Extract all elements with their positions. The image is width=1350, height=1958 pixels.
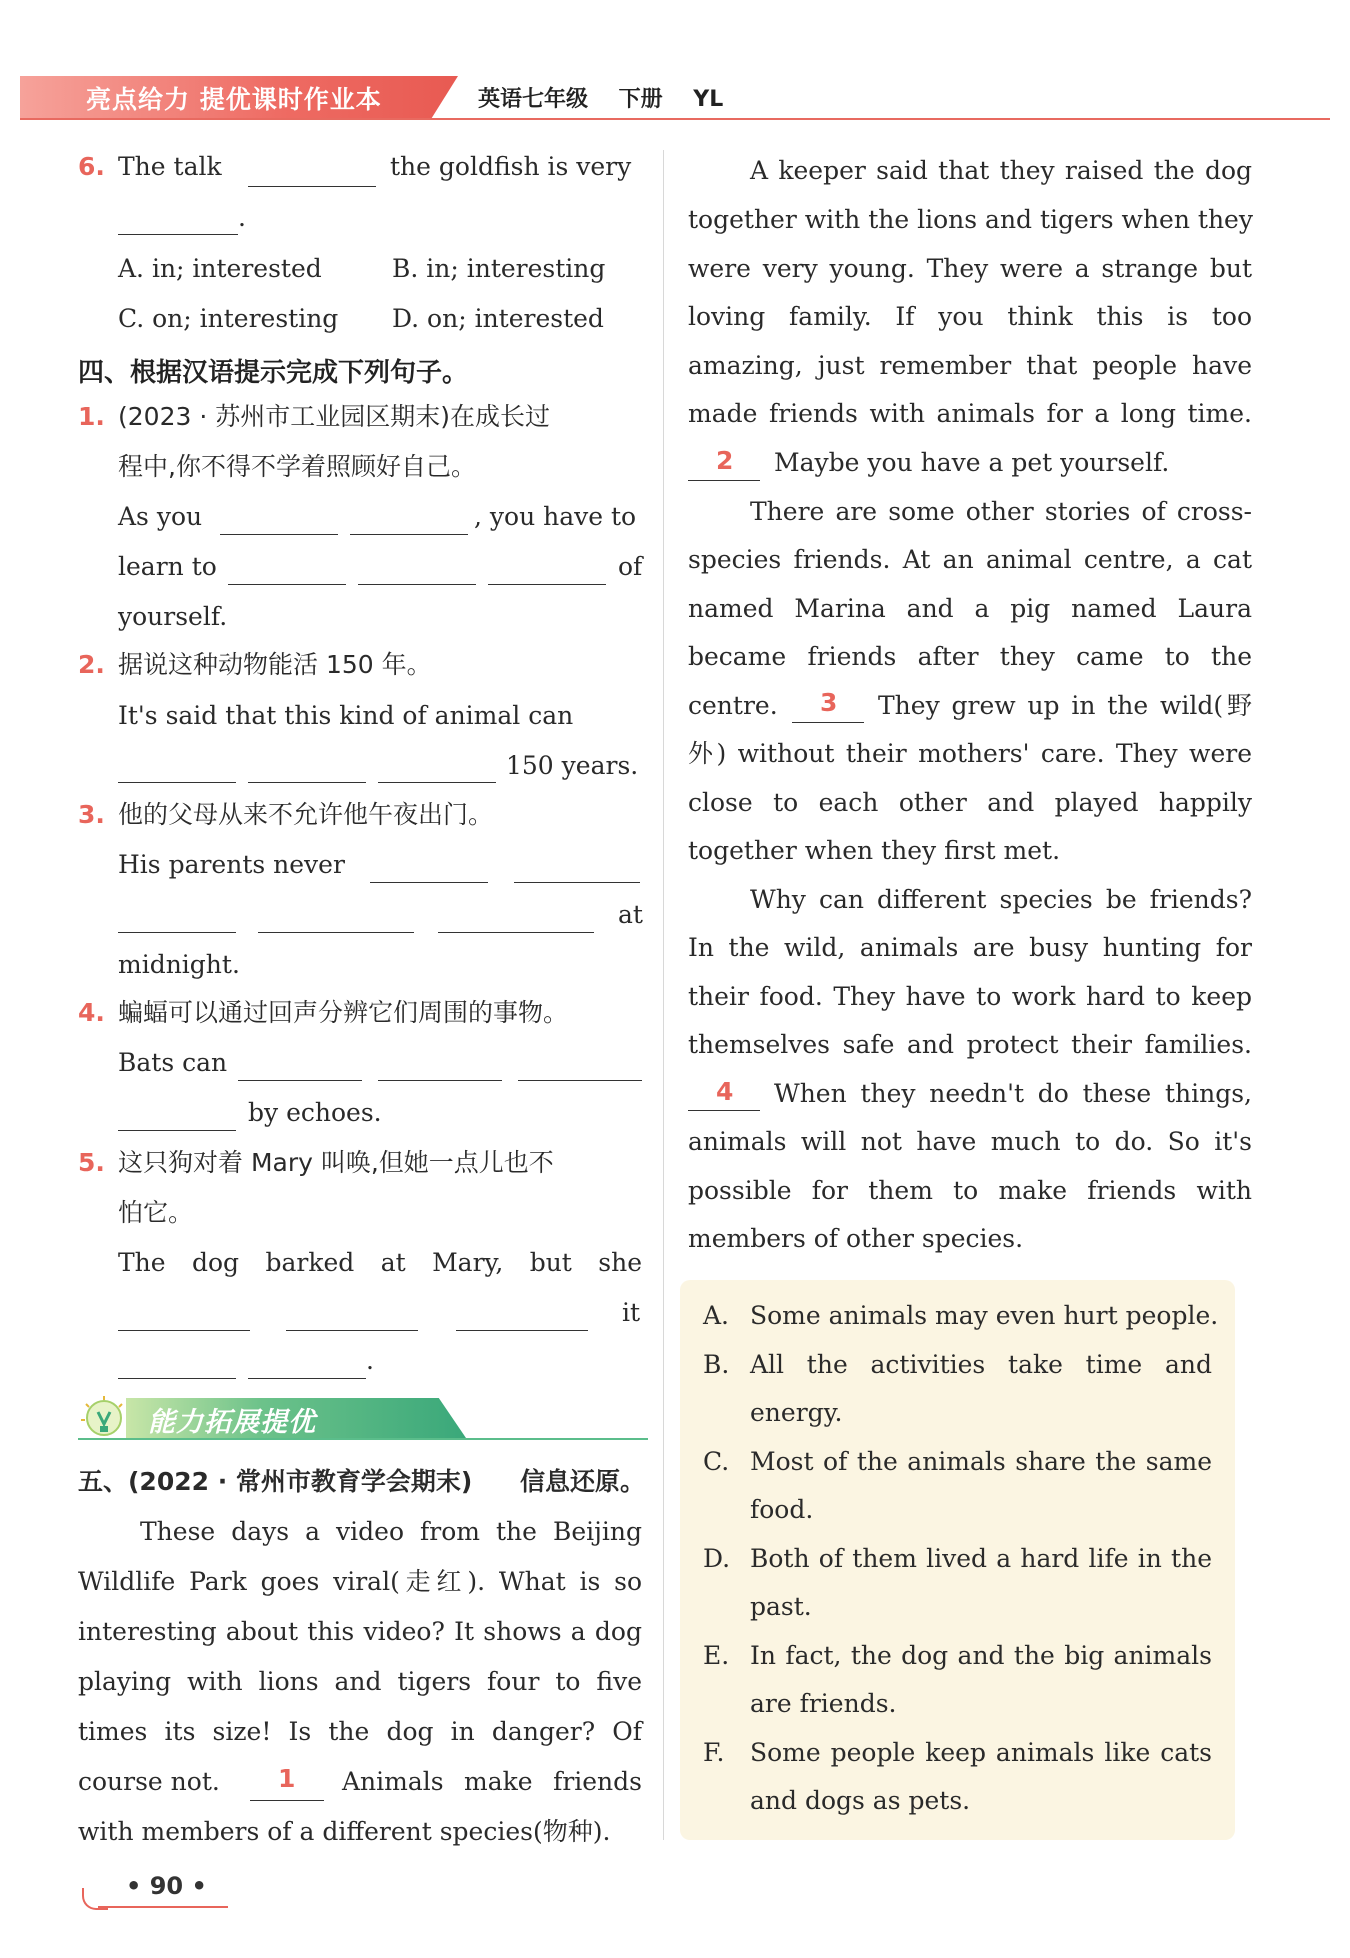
option-c-text-1: Most of the animals share the same (750, 1447, 1212, 1476)
s4-item4-en-a: Bats can (118, 1048, 228, 1077)
s4-item3-blank-1[interactable] (370, 882, 488, 883)
header-subject: 英语七年级 下册 YL (478, 87, 724, 112)
passage-right-line-11: became friends after they came to the (688, 642, 1252, 671)
s4-item1-en-a: As you (118, 502, 203, 531)
passage-blank-1-number: 1 (278, 1764, 296, 1793)
s4-item4-blank-1[interactable] (238, 1080, 362, 1081)
s4-item3-blank-2[interactable] (514, 882, 640, 883)
s4-item4-cn-line1: 蝙蝠可以通过回声分辨它们周围的事物。 (118, 998, 569, 1027)
q6-text-a: The talk (118, 152, 222, 181)
s4-item5-en-a: The dog barked at Mary, but she (118, 1248, 642, 1277)
s4-item2-en-a: It's said that this kind of animal can (118, 701, 574, 730)
page-header (20, 74, 1330, 122)
passage-blank-1[interactable] (250, 1800, 324, 1801)
option-a-text: Some animals may even hurt people. (750, 1301, 1219, 1330)
s4-item1-cn-line2: 程中,你不得不学着照顾好自己。 (118, 452, 476, 481)
option-a-letter: A. (703, 1301, 730, 1330)
passage-right-line-17: Why can different species be friends? (750, 885, 1252, 914)
passage-right-line-3: were very young. They were a strange but (688, 254, 1252, 283)
passage-left-line-2: Wildlife Park goes viral(走红). What is so (78, 1567, 642, 1596)
q6-blank-1[interactable] (248, 186, 376, 187)
banner-rule (78, 1438, 648, 1440)
header-brand: 亮点给力 提优课时作业本 (86, 85, 382, 114)
s4-item5-blank-2[interactable] (286, 1330, 418, 1331)
s4-item1-cn-line1: (2023 · 苏州市工业园区期末)在成长过 (118, 402, 550, 431)
s4-item5-blank-1[interactable] (118, 1330, 250, 1331)
s4-item2-cn-line1: 据说这种动物能活 150 年。 (118, 650, 432, 679)
passage-right-line-7: Maybe you have a pet yourself. (774, 448, 1170, 477)
option-f-text-2: and dogs as pets. (750, 1786, 971, 1815)
passage-left-line-6: course not. (78, 1767, 220, 1796)
passage-right-line-23: possible for them to make friends with (688, 1176, 1252, 1205)
s4-item1-en-b: , you have to (474, 502, 637, 531)
passage-blank-4[interactable] (688, 1110, 760, 1111)
s4-item4-en-b: by echoes. (248, 1098, 382, 1127)
passage-right-line-16: together when they first met. (688, 836, 1061, 865)
page-number-rule (98, 1906, 228, 1908)
s4-item3-blank-4[interactable] (258, 932, 414, 933)
passage-right-line-8: There are some other stories of cross- (750, 497, 1252, 526)
passage-left-line-8: with members of a different species(物种). (78, 1817, 611, 1846)
option-c-letter: C. (703, 1447, 730, 1476)
passage-right-line-24: members of other species. (688, 1224, 1024, 1253)
s4-item3-number: 3. (78, 800, 105, 829)
s4-item4-blank-3[interactable] (518, 1080, 642, 1081)
s4-item2-blank-1[interactable] (118, 782, 236, 783)
s4-item5-cn-line1: 这只狗对着 Mary 叫唤,但她一点儿也不 (118, 1148, 554, 1177)
option-e-text-2: are friends. (750, 1689, 897, 1718)
option-e-letter: E. (703, 1641, 730, 1670)
header-rule (20, 118, 1330, 120)
s4-item5-number: 5. (78, 1148, 105, 1177)
section4-heading: 四、根据汉语提示完成下列句子。 (78, 358, 469, 388)
passage-blank-2-number: 2 (716, 446, 734, 475)
option-f-text-1: Some people keep animals like cats (750, 1738, 1212, 1767)
s4-item1-en-d: of (618, 552, 643, 581)
s4-item4-blank-4[interactable] (118, 1130, 236, 1131)
q6-option-b: B. in; interesting (392, 254, 606, 283)
passage-right-line-13: They grew up in the wild(野 (878, 691, 1252, 720)
section5-heading-a: 五、(2022 · 常州市教育学会期末) (78, 1467, 473, 1496)
s4-item5-blank-3[interactable] (456, 1330, 588, 1331)
passage-right-line-15: close to each other and played happily (688, 788, 1252, 817)
s4-item3-en-a: His parents never (118, 850, 345, 879)
passage-right-line-19: their food. They have to work hard to keep (688, 982, 1252, 1011)
s4-item5-blank-4[interactable] (118, 1378, 236, 1379)
option-d-letter: D. (703, 1544, 731, 1573)
option-c-text-2: food. (750, 1495, 814, 1524)
column-divider (663, 150, 664, 1840)
passage-right-line-1: A keeper said that they raised the dog (750, 156, 1252, 185)
s4-item5-en-b: it (622, 1298, 641, 1327)
banner-title: 能力拓展提优 (148, 1407, 316, 1438)
option-b-text-2: energy. (750, 1398, 843, 1427)
s4-item3-en-b: at (618, 900, 643, 929)
s4-item2-en-b: 150 years. (506, 751, 639, 780)
passage-right-line-6: made friends with animals for a long time. (688, 399, 1252, 428)
passage-right-line-2: together with the lions and tigers when they (688, 205, 1253, 234)
passage-blank-4-number: 4 (716, 1077, 734, 1106)
s4-item2-number: 2. (78, 650, 105, 679)
s4-item5-cn-line2: 怕它。 (118, 1198, 194, 1227)
s4-item2-blank-2[interactable] (248, 782, 366, 783)
s4-item2-blank-3[interactable] (378, 782, 496, 783)
q6-text-b: the goldfish is very (390, 152, 632, 181)
q6-blank-2[interactable] (118, 234, 238, 235)
passage-right-line-18: In the wild, animals are busy hunting for (688, 933, 1252, 962)
s4-item5-en-c: . (366, 1346, 374, 1375)
passage-blank-3-number: 3 (820, 688, 838, 717)
passage-right-line-5: amazing, just remember that people have (688, 351, 1252, 380)
s4-item1-blank-1[interactable] (220, 534, 338, 535)
passage-right-line-12: centre. (688, 691, 778, 720)
s4-item3-blank-3[interactable] (118, 932, 236, 933)
page-number-text: • 90 • (126, 1872, 207, 1900)
q6-period: . (238, 203, 246, 232)
passage-right-line-4: loving family. If you think this is too (688, 302, 1252, 331)
passage-left-line-7: Animals make friends (342, 1767, 642, 1796)
section-banner (78, 1394, 648, 1440)
s4-item4-number: 4. (78, 998, 105, 1027)
option-b-letter: B. (703, 1350, 730, 1379)
s4-item3-blank-5[interactable] (438, 932, 594, 933)
passage-right-line-21: When they needn't do these things, (774, 1079, 1252, 1108)
passage-left-line-3: interesting about this video? It shows a dog (78, 1617, 642, 1646)
s4-item1-blank-4[interactable] (358, 584, 476, 585)
s4-item1-number: 1. (78, 402, 105, 431)
section5-heading-b: 信息还原。 (520, 1467, 646, 1496)
option-b-text-1: All the activities take time and (750, 1350, 1212, 1379)
passage-right-line-9: species friends. At an animal centre, a cat (688, 545, 1252, 574)
q6-number: 6. (78, 152, 105, 181)
passage-blank-2[interactable] (688, 480, 760, 481)
passage-left-line-1: These days a video from the Beijing (140, 1517, 642, 1546)
s4-item3-cn-line1: 他的父母从来不允许他午夜出门。 (118, 800, 494, 829)
q6-option-c: C. on; interesting (118, 304, 339, 333)
page-number (82, 1870, 212, 1906)
option-e-text-1: In fact, the dog and the big animals (750, 1641, 1212, 1670)
option-d-text-1: Both of them lived a hard life in the (750, 1544, 1212, 1573)
option-f-letter: F. (703, 1738, 725, 1767)
passage-blank-3[interactable] (792, 722, 864, 723)
passage-left-line-5: times its size! Is the dog in danger? Of (78, 1717, 642, 1746)
lightbulb-icon (78, 1394, 126, 1440)
s4-item5-blank-5[interactable] (248, 1378, 366, 1379)
q6-option-a: A. in; interested (118, 254, 322, 283)
passage-right-line-14: 外) without their mothers' care. They were (688, 739, 1252, 768)
s4-item1-blank-3[interactable] (228, 584, 346, 585)
option-d-text-2: past. (750, 1592, 812, 1621)
s4-item1-en-e: yourself. (118, 602, 228, 631)
passage-right-line-22: animals will not have much to do. So it's (688, 1127, 1252, 1156)
s4-item1-blank-5[interactable] (488, 584, 606, 585)
s4-item1-en-c: learn to (118, 552, 217, 581)
passage-left-line-4: playing with lions and tigers four to five (78, 1667, 642, 1696)
passage-right-line-20: themselves safe and protect their families. (688, 1030, 1252, 1059)
passage-right-line-10: named Marina and a pig named Laura (688, 594, 1252, 623)
s4-item4-blank-2[interactable] (378, 1080, 502, 1081)
q6-option-d: D. on; interested (392, 304, 604, 333)
s4-item1-blank-2[interactable] (350, 534, 468, 535)
s4-item3-en-c: midnight. (118, 950, 240, 979)
